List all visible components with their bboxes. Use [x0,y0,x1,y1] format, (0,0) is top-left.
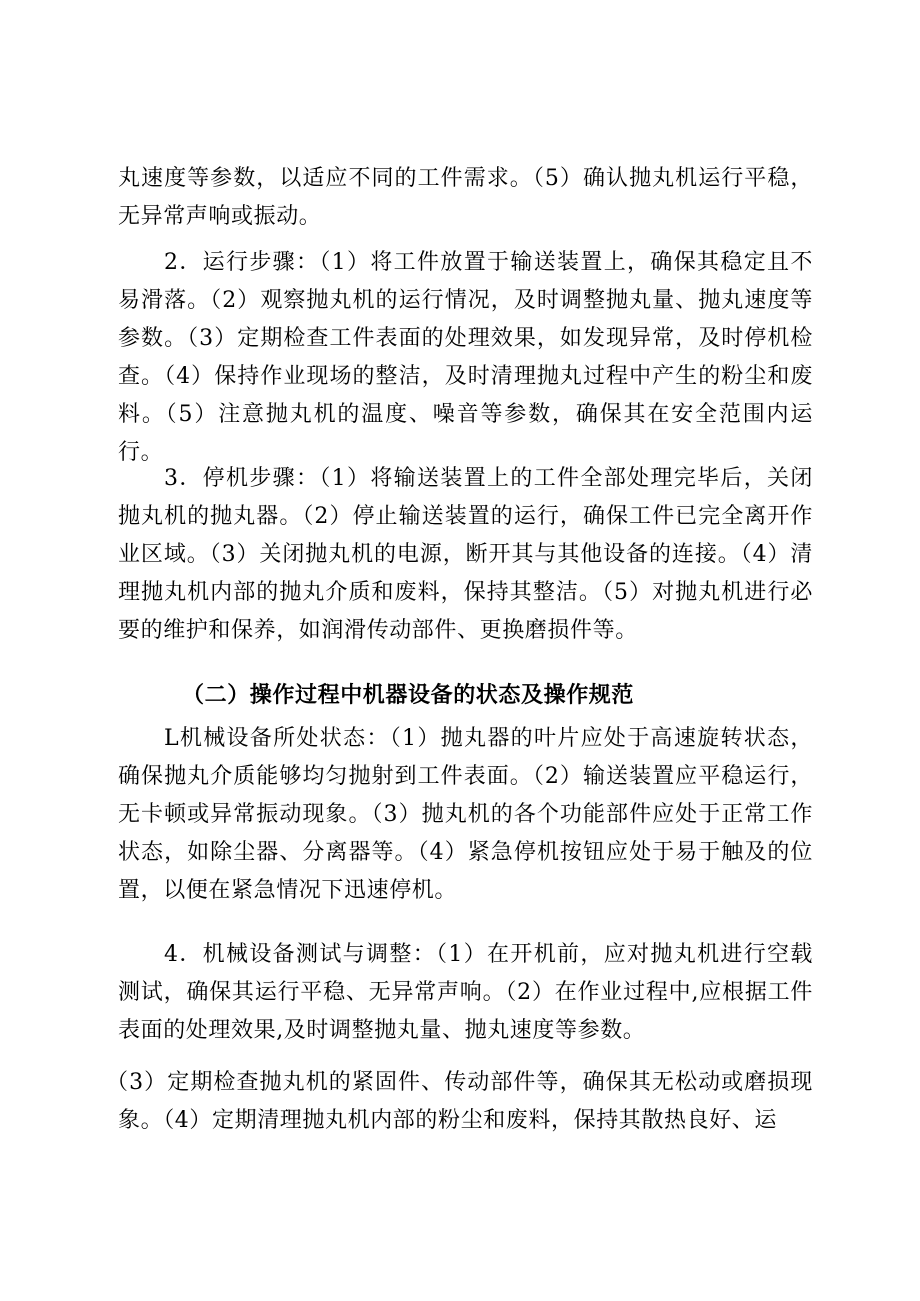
paragraph-maintenance [106,1064,813,1140]
section-heading: （二）操作过程中机器设备的状态及操作规范 [182,682,635,708]
paragraph-continuation: 丸速度等参数，以适应不同的工件需求。（5）确认抛丸机运行平稳，无异常声响或振动。 [118,166,813,229]
paragraph-maintenance-text: （3）定期检查抛丸机的紧固件、传动部件等，确保其无松动或磨损现象。（4）定期清理抛丸机内部的粉尘和废料，保持其散热良好、运 [106,1070,813,1133]
paragraph-shutdown-steps: 3．停机步骤：（1）将输送装置上的工件全部处理完毕后，关闭抛丸机的抛丸器。（2）停止输送装置的运行，确保工件已完全离开作业区域。（3）关闭抛丸机的电源，断开其与其他设备的连接。（4）清理抛丸机内部的抛丸介质和废料，保持其整洁。（5）对抛丸机进行必要的维护和保养，如润滑传动部件、更换磨损件等。 [118,466,813,643]
paragraph-testing-adjustment: 4．机械设备测试与调整：（1）在开机前，应对抛丸机进行空载测试，确保其运行平稳、无异常声响。（2）在作业过程中,应根据工件表面的处理效果,及时调整抛丸量、抛丸速度等参数。 [118,942,813,1043]
paragraph-run-steps: 2．运行步骤：（1）将工件放置于输送装置上，确保其稳定且不易滑落。（2）观察抛丸机的运行情况，及时调整抛丸量、抛丸速度等参数。（3）定期检查工件表面的处理效果，如发现异常，及时停机检查。（4）保持作业现场的整洁，及时清理抛丸过程中产生的粉尘和废料。（5）注意抛丸机的温度、噪音等参数，确保其在安全范围内运行。 [118,250,813,465]
paragraph-equipment-state: L机械设备所处状态：（1）抛丸器的叶片应处于高速旋转状态，确保抛丸介质能够均匀抛射到工件表面。（2）输送装置应平稳运行，无卡顿或异常振动现象。（3）抛丸机的各个功能部件应处于正常工作状态，如除尘器、分离器等。（4）紧急停机按钮应处于易于触及的位置，以便在紧急情况下迅速停机。 [118,726,813,903]
